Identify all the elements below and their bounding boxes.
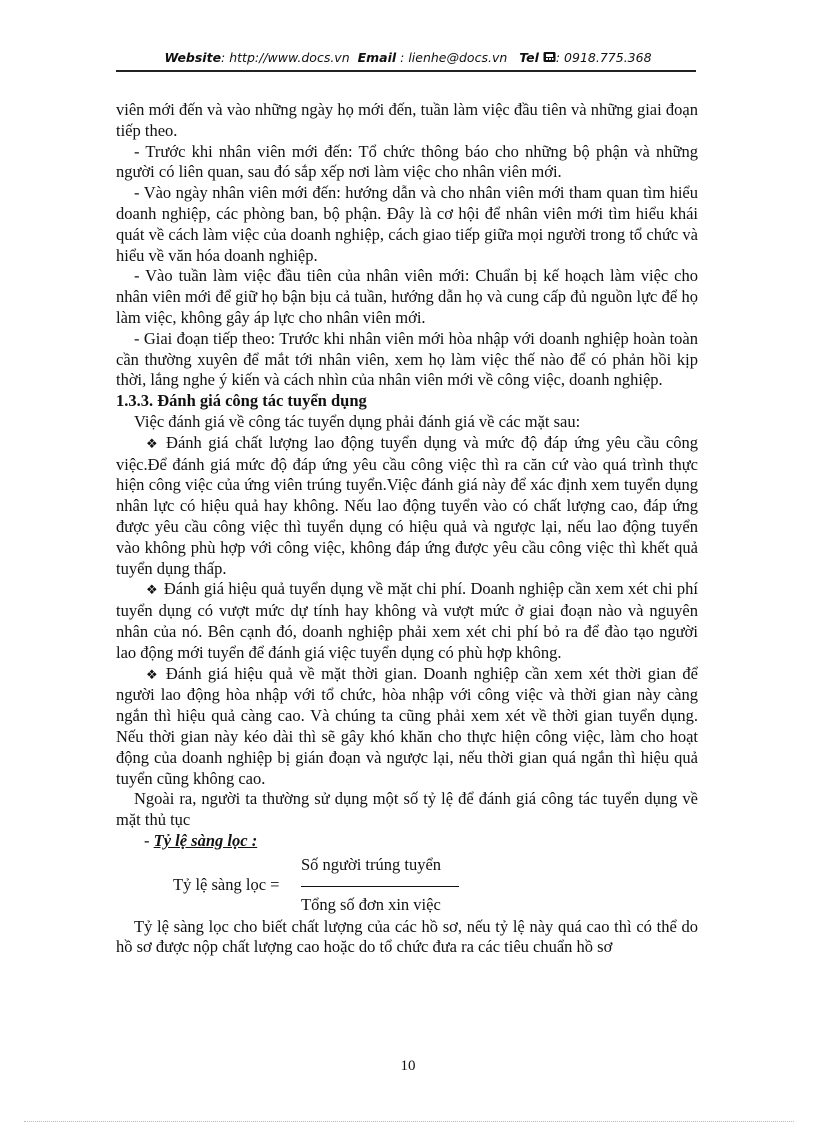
diamond-bullet-icon: ❖: [146, 666, 160, 682]
bullet-item-quality: [116, 433, 698, 580]
closing-intro: Ngoài ra, người ta thường sử dụng một số tỷ lệ để đánh giá công tác tuyển dụng về mặt thủ tục: [116, 789, 698, 830]
formula-denominator: Tổng số đơn xin việc: [301, 894, 441, 914]
sub-heading: Tỷ lệ sàng lọc :: [153, 830, 258, 850]
bullet-text: Đánh giá hiệu quả về mặt thời gian. Doanh nghiệp cần xem xét thời gian để người lao động hòa nhập với tổ chức, hòa nhập với công việc và thời gian này càng ngắn thì hiệu quả càng cao. Và chúng ta cũng phải xem xét về thời gian tuyển dụng. Nếu thời gian này kéo dài thì sẽ gây khó khăn cho thực hiện công việc, làm cho hoạt động của doanh nghiệp bị gián đoạn và ngược lại, nếu thời gian quá ngắn thì hiệu quả tuyển cũng không cao.: [116, 663, 699, 788]
header-rule: [116, 70, 696, 72]
tel-value: : 0918.775.368: [555, 50, 652, 65]
sub-dash: -: [144, 830, 154, 850]
formula-numerator: Số người trúng tuyển: [301, 854, 442, 874]
page-header: [0, 50, 816, 65]
screening-ratio-formula: [116, 855, 698, 917]
website-label: Website: [164, 50, 222, 65]
page-number: 10: [400, 1058, 416, 1074]
diamond-bullet-icon: ❖: [146, 582, 158, 598]
email-value: : lienhe@docs.vn: [396, 50, 508, 65]
bullet-item-cost: [116, 579, 698, 663]
formula-label: Tỷ lệ sàng lọc =: [173, 874, 280, 894]
email-label: Email: [357, 50, 397, 65]
paragraph-first-week: - Vào tuần làm việc đầu tiên của nhân viên mới: Chuẩn bị kế hoạch làm việc cho nhân viên mới để giữ họ bận bịu cả tuần, hướng dẫn họ và cung cấp đủ nguồn lực để họ làm việc, không gây áp lực cho nhân viên mới.: [116, 266, 698, 327]
bottom-rule: [24, 1121, 794, 1122]
document-body: [116, 100, 698, 958]
website-value: : http://www.docs.vn: [221, 50, 350, 65]
tel-label: Tel: [519, 50, 539, 65]
fraction-bar: [301, 886, 459, 887]
bullet-item-time: [116, 664, 698, 790]
bullet-text: Đánh giá hiệu quả tuyển dụng về mặt chi phí. Doanh nghiệp cần xem xét chi phí tuyển dụng có vượt mức dự tính hay không và vượt mức ở giai đoạn nào và nguyên nhân của nó. Bên cạnh đó, doanh nghiệp phải xem xét chi phí bỏ ra để đào tạo người lao động mới tuyển để đánh giá việc tuyển dụng có phù hợp không.: [116, 579, 699, 662]
paragraph-next-stage: - Giai đoạn tiếp theo: Trước khi nhân viên mới hòa nhập với doanh nghiệp hoàn toàn cần thường xuyên để mắt tới nhân viên, xem họ làm việc thế nào để có phản hồi kịp thời, lắng nghe ý kiến và cách nhìn của nhân viên mới về công việc, doanh nghiệp.: [116, 328, 698, 390]
section-intro: Việc đánh giá về công tác tuyển dụng phải đánh giá về các mặt sau:: [134, 411, 581, 431]
section-heading: 1.3.3. Đánh giá công tác tuyển dụng: [116, 391, 367, 411]
paragraph-arrival-day: - Vào ngày nhân viên mới đến: hướng dẫn và cho nhân viên mới tham quan tìm hiểu doanh nghiệp, các phòng ban, bộ phận. Đây là cơ hội để nhân viên mới tìm hiểu khái quát về cách làm việc của doanh nghiệp, cách giao tiếp giữa mọi người trong tổ chức và hiểu về văn hóa doanh nghiệp.: [116, 183, 698, 265]
final-paragraph: Tỷ lệ sàng lọc cho biết chất lượng của các hồ sơ, nếu tỷ lệ này quá cao thì có thể do hồ sơ được nộp chất lượng cao hoặc do tổ chức đưa ra các tiêu chuẩn hồ sơ: [116, 916, 698, 957]
paragraph-continuation: viên mới đến và vào những ngày họ mới đến, tuần làm việc đầu tiên và những giai đoạn tiếp theo.: [116, 100, 698, 140]
bullet-text: Đánh giá chất lượng lao động tuyển dụng và mức độ đáp ứng yêu cầu công việc.Để đánh giá mức độ đáp ứng yêu cầu công việc thì ra căn cứ vào quá trình thực hiện công việc của ứng viên trúng tuyển.Việc đánh giá này để xác định xem tuyển dụng nhân lực có hiệu quả hay không. Nếu lao động tuyển vào có chất lượng cao, đáp ứng được yêu cầu công việc thì tuyển dụng có hiệu quả và ngược lại, nếu lao động tuyển vào không phù hợp với công việc, không đáp ứng được yêu cầu công việc thì khết quả tuyển dụng thấp.: [116, 432, 698, 578]
phone-icon: [543, 51, 556, 63]
paragraph-before-arrival: - Trước khi nhân viên mới đến: Tổ chức thông báo cho những bộ phận và những người có liên quan, sau đó sắp xếp nơi làm việc cho nhân viên mới.: [116, 141, 698, 182]
sub-heading-line: [116, 831, 698, 852]
diamond-bullet-icon: ❖: [146, 435, 161, 451]
